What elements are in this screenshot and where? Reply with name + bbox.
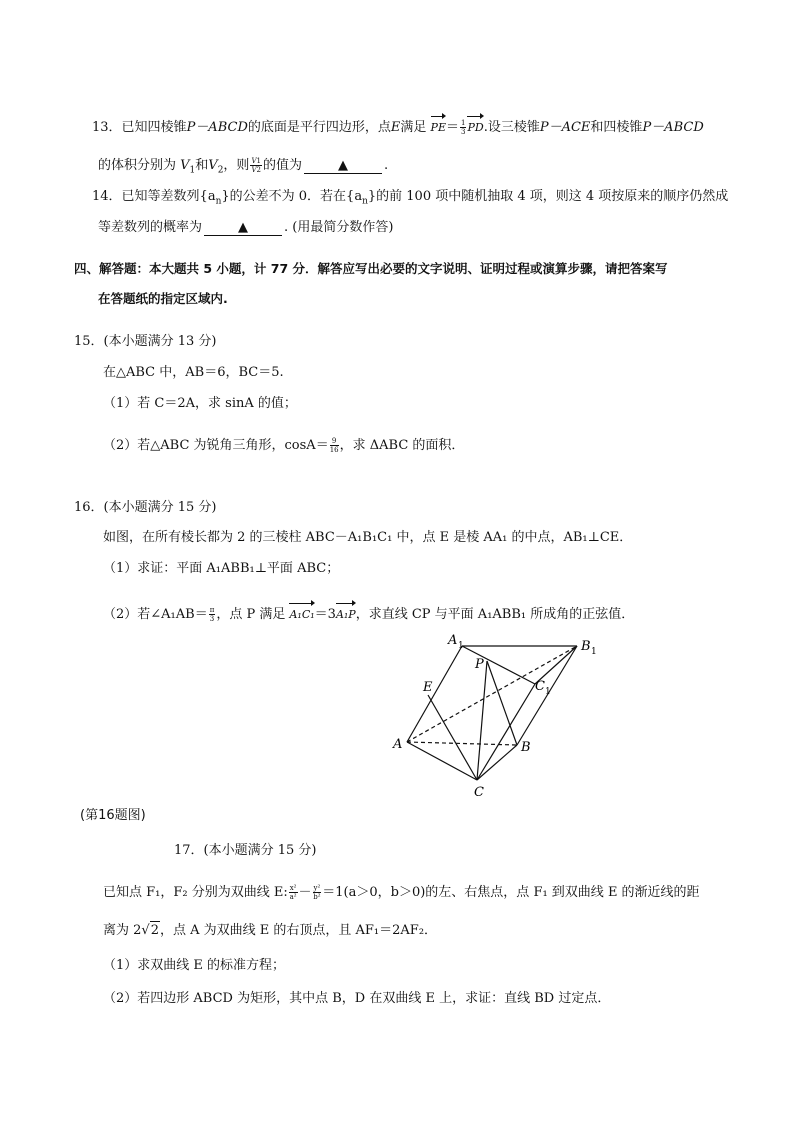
q16-eq: ＝3 (314, 607, 336, 622)
q15-frac-num: 9 (330, 437, 339, 446)
q16-stem: 如图，在所有棱长都为 2 的三棱柱 ABC－A₁B₁C₁ 中，点 E 是棱 AA₁ 的中点，AB₁⊥CE． (103, 530, 633, 545)
label-a1: A (448, 633, 458, 648)
q14-text5: . (用最简分数作答) (284, 220, 394, 235)
svg-text:1: 1 (545, 687, 551, 697)
label-p: P (475, 657, 484, 672)
q17-sqrt-value: 2 (150, 923, 159, 938)
q13-value-of: 的值为 (262, 158, 302, 173)
q16-frac-den: 3 (209, 615, 215, 623)
q13-text4: .设三棱锥 (483, 120, 540, 135)
q16-vector-a1p: A₁P (336, 606, 356, 624)
q15-part2-text: （2）若△ABC 为锐角三角形，cosA＝ (103, 438, 329, 453)
q16-part1: （1）求证：平面 A₁ABB₁⊥平面 ABC； (103, 561, 340, 576)
q16-part2 (103, 606, 634, 624)
q17-line2 (103, 921, 437, 940)
q17-text1: 已知点 F₁，F₂ 分别为双曲线 E: (103, 885, 288, 900)
q16-angle-fraction (209, 606, 216, 623)
edge-a-a1 (407, 646, 462, 742)
q13-ratio-den: V (251, 166, 257, 174)
label-c: C (474, 785, 484, 800)
q14-text2: }的公差不为 0．若在{a (221, 189, 363, 204)
q16-part2-tail: ，求直线 CP 与平面 A₁ABB₁ 所成角的正弦值． (355, 607, 635, 622)
label-a: A (393, 737, 403, 752)
svg-text:1: 1 (458, 641, 464, 651)
q13-answer-blank[interactable]: ▲ (304, 159, 382, 174)
section4-line1: 四、解答题：本大题共 5 小题，计 77 分．解答应写出必要的文字说明、证明过程或演算步骤，请把答案写 (74, 261, 668, 276)
q13-fraction (460, 119, 466, 136)
q15-cos-fraction (330, 437, 339, 454)
edge-a-b1-hidden (407, 646, 577, 742)
q14-text3: }的前 100 项中随机抽取 4 项，则这 4 项按原来的顺序仍然成 (367, 189, 729, 204)
q16-figure-caption: (第16题图) (80, 808, 146, 823)
edge-b-c (477, 745, 517, 780)
q13-eq: ＝ (445, 120, 459, 135)
q17-text4: ，点 A 为双曲线 E 的右顶点，且 AF₁＝2AF₂． (159, 923, 438, 938)
q13-line1 (92, 119, 704, 137)
q17-line1 (103, 884, 700, 902)
q13-ratio: $\frac{V1}{V2}$ (251, 157, 261, 174)
section4-line2: 在答题纸的指定区域内. (98, 291, 228, 306)
edge-a-b-hidden (407, 742, 517, 745)
q15-part2-tail: ，求 ΔABC 的面积． (339, 438, 465, 453)
q15-frac-den: 16 (329, 446, 339, 454)
q13-vector-pe: PE (431, 119, 446, 137)
q13-frac-num: 1 (461, 119, 466, 127)
q13-line2: 的体积分别为 $V_1$和$V_2$，则 $\frac{V1}{V2}$ 的值为 ▲ . (98, 157, 389, 176)
q16-prism-figure (385, 630, 605, 805)
q13-pyramid3: P－ABCD (642, 120, 704, 135)
q13-frac-den: 3 (461, 128, 466, 136)
q13-then: ，则 (223, 158, 250, 173)
q13-end: . (383, 158, 389, 173)
q13-ratio-num: V (251, 157, 257, 165)
q16-frac-num: π (209, 606, 215, 614)
svg-text:1: 1 (591, 647, 597, 657)
edge-c1-c (477, 684, 535, 780)
q14-number: 14． (92, 189, 122, 204)
q17-text2: ＝1(a＞0，b＞0)的左、右焦点，点 F₁ 到双曲线 E 的渐近线的距 (322, 885, 700, 900)
q13-line2-text: 的体积分别为 (98, 158, 177, 173)
q14-line2 (98, 219, 393, 237)
q16-header: 16．(本小题满分 15 分) (74, 500, 217, 515)
label-b1: B (581, 639, 591, 654)
edge-p-c (477, 661, 487, 780)
q15-part1: （1）若 C＝2A，求 sinA 的值； (103, 396, 297, 411)
q16-vector-a1c1: A₁C₁ (289, 606, 314, 624)
q13-pyramid2: P－ACE (539, 120, 591, 135)
q17-part1: （1）求双曲线 E 的标准方程； (103, 958, 286, 973)
edge-a1-c1 (462, 646, 535, 684)
q13-text5: 和四棱锥 (590, 120, 643, 135)
q14-answer-blank[interactable]: ▲ (204, 221, 282, 236)
q13-and: 和 (195, 158, 209, 173)
q16-part2-text: （2）若∠A₁AB＝ (103, 607, 208, 622)
q15-part2 (103, 437, 464, 455)
label-c1: C (535, 679, 545, 694)
label-b: B (521, 740, 531, 755)
q13-point-e: E (390, 120, 401, 135)
q14-line1: 14．已知等差数列$\{a_n\}$的公差不为 0．若在$\{a_n\}$的前 100 项中随机抽取 4 项，则这 4 项按原来的顺序仍然成 (92, 189, 729, 207)
q13-text1: 已知四棱锥 (121, 120, 187, 135)
q13-vector-pd: PD (467, 119, 483, 137)
q13-pyramid1: P－ABCD (186, 120, 248, 135)
q17-minus: － (298, 885, 312, 900)
q14-text4: 等差数列的概率为 (98, 220, 203, 235)
q17-text3: 离为 2 (103, 923, 142, 938)
q16-part2-mid: ，点 P 满足 (216, 607, 286, 622)
label-e: E (423, 680, 433, 695)
q17-frac-x: $\frac{\text{x²}}{\text{a²}}$ (289, 884, 297, 901)
q13-text2: 的底面是平行四边形，点 (247, 120, 391, 135)
edge-p-b (487, 661, 517, 745)
q17-part2: （2）若四边形 ABCD 为矩形，其中点 B，D 在双曲线 E 上，求证：直线 BD 过定点． (103, 991, 611, 1006)
q14-text1: 已知等差数列{a (121, 189, 216, 204)
sqrt-icon: √ (141, 923, 150, 938)
q15-header: 15．(本小题满分 13 分) (74, 334, 217, 349)
q17-frac-y: $\frac{\text{y²}}{\text{b²}}$ (313, 884, 321, 901)
q15-stem: 在△ABC 中，AB＝6，BC＝5. (103, 365, 284, 380)
q13-v1: V (180, 158, 190, 173)
q17-header: 17．(本小题满分 15 分) (174, 843, 317, 858)
q13-v2: V (208, 158, 218, 173)
q13-text3: 满足 (400, 120, 427, 135)
q13-number: 13． (92, 120, 122, 135)
